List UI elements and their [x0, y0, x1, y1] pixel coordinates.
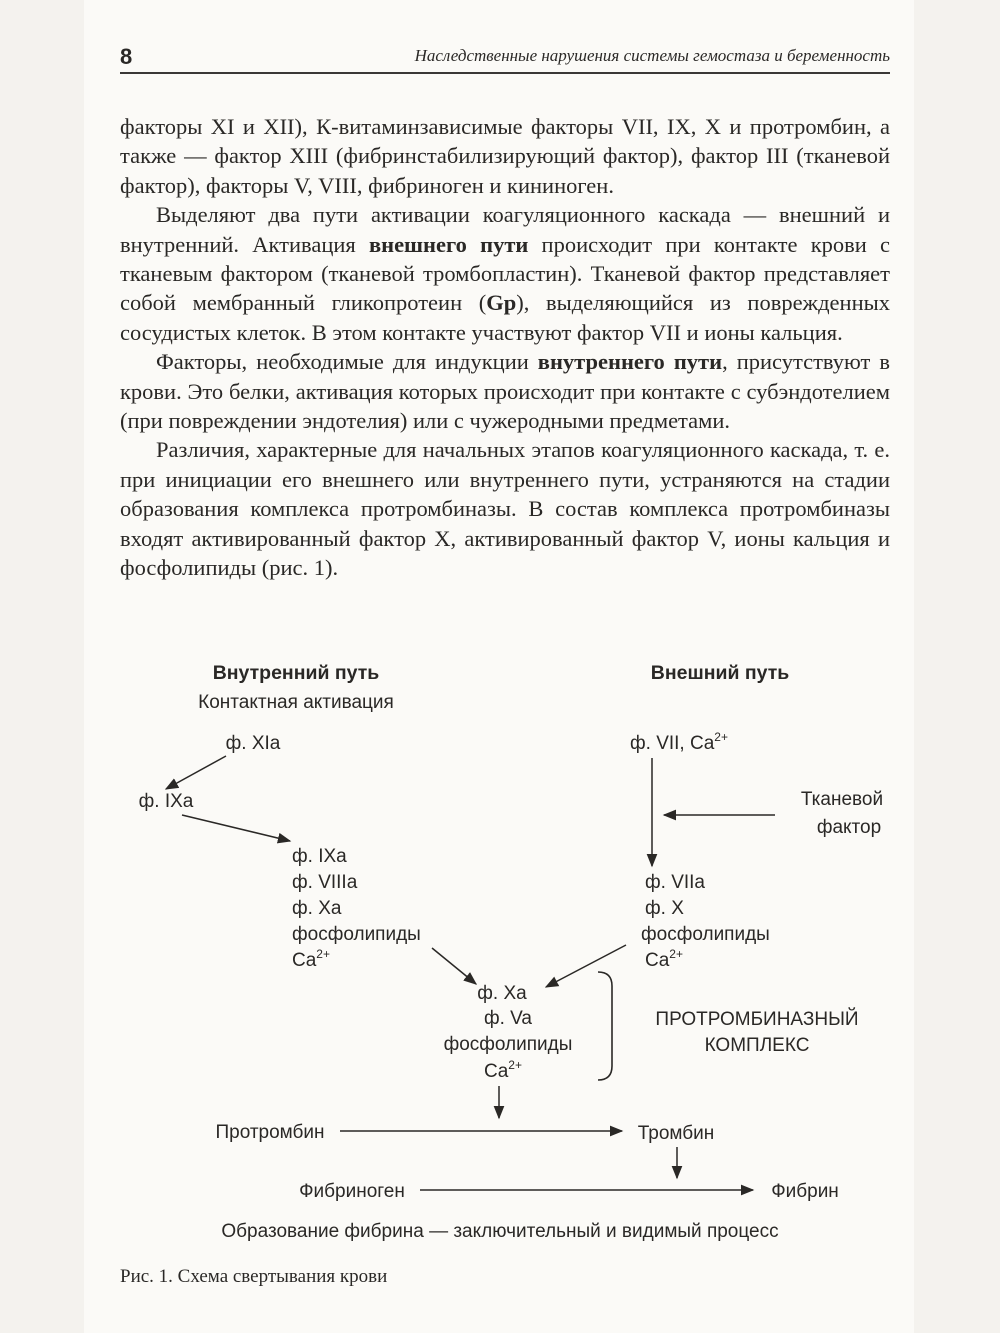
intrinsic-xa: ф. Xa [292, 898, 342, 919]
prothrombinase-va: ф. Va [483, 1008, 533, 1029]
term-extrinsic-pathway: внешнего пути [368, 231, 529, 257]
figure-caption: Рис. 1. Схема свертывания крови [120, 1266, 388, 1287]
arrow-xia-to-ixa [166, 756, 226, 789]
prothrombinase-ca: $Ca^{2+}$ [484, 1058, 522, 1082]
fibrin-formation-note: Образование фибрина — заключительный и видимый процесс [221, 1221, 779, 1242]
arrow-intrinsic-to-prothrombinase [432, 948, 476, 984]
running-title: Наследственные нарушения системы гемостаза и беременность [414, 46, 890, 65]
extrinsic-complex [641, 872, 770, 971]
fibrinogen-node: Фибриноген [299, 1181, 405, 1202]
tissue-factor-line-2: фактор [816, 817, 882, 838]
extrinsic-ca: $Ca^{2+}$ [645, 947, 683, 971]
prothrombinase-complex [444, 983, 573, 1082]
prothrombinase-label-line-1: ПРОТРОМБИНАЗНЫЙ [655, 1009, 859, 1030]
fibrin-node: Фибрин [771, 1181, 839, 1202]
thrombin-node: Тромбин [637, 1123, 715, 1144]
term-intrinsic-pathway: внутреннего пути [537, 349, 723, 375]
term-gp: Gp [486, 290, 517, 316]
extrinsic-x: ф. X [645, 898, 684, 919]
arrow-extrinsic-to-prothrombinase [546, 945, 626, 987]
extrinsic-viia: ф. VIIa [645, 872, 705, 893]
paragraph-1-text: факторы XI и XII), К-витаминзависимые факторы VII, IX, X и протромбин, а также — фактор XIII (фибринстабилизирующий фактор), фактор III (тканевой фактор), факторы V, VIII, фибриноген и кининоген. [120, 114, 890, 198]
factor-xia-node: ф. XIa [225, 733, 281, 754]
extrinsic-phospholipids: фосфолипиды [641, 924, 770, 945]
arrow-ixa-to-intrinsic-complex [182, 815, 290, 841]
intrinsic-ca: $Ca^{2+}$ [292, 947, 330, 971]
prothrombinase-xa: ф. Xa [477, 983, 527, 1004]
prothrombinase-bracket [598, 972, 612, 1080]
intrinsic-complex [292, 846, 421, 971]
paragraph-2-text-a: Выделяют два пути активации коагуляционного каскада — внешний и внутренний. Активация [120, 202, 890, 257]
extrinsic-pathway-title: Внешний путь [650, 662, 790, 684]
factor-vii-ca-node: ф. VII, $Ca^{2+}$ [630, 730, 728, 754]
paragraph-2-text-c: ), выделяющийся из поврежденных сосудистых клеток. В этом контакте участвуют фактор VII и ионы кальция. [120, 290, 890, 345]
paragraph-3-text-a: Факторы, необходимые для индукции [156, 349, 538, 375]
intrinsic-ixa: ф. IXa [292, 846, 347, 867]
paragraph-3-text-b: , присутствуют в крови. Это белки, активация которых происходит при контакте с субэндотелием (при повреждении эндотелия) или с чужеродными предметами. [120, 349, 890, 434]
paragraph-4-text: Различия, характерные для начальных этапов коагуляционного каскада, т. е. при инициации его внешнего или внутреннего пути, устраняются на стадии образования комплекса протромбиназы. В состав комплекса протромбиназы входят активированный фактор X, активированный фактор V, ионы кальция и фосфолипиды (рис. 1). [120, 437, 890, 581]
intrinsic-pathway-title: Внутренний путь [212, 662, 380, 684]
intrinsic-phospholipids: фосфолипиды [292, 924, 421, 945]
prothrombinase-label-line-2: КОМПЛЕКС [704, 1035, 810, 1056]
contact-activation-label: Контактная активация [198, 692, 394, 713]
intrinsic-viiia: ф. VIIIa [292, 872, 358, 893]
factor-ixa-node: ф. IXa [138, 791, 194, 812]
prothrombin-node: Протромбин [215, 1122, 325, 1143]
paragraph-2-text-b: происходит при контакте крови с тканевым фактором (тканевой тромбопластин). Тканевой фактор представляет собой мембранный гликопротеин ( [120, 231, 890, 316]
page-number: 8 [120, 44, 133, 69]
tissue-factor-line-1: Тканевой [800, 789, 884, 810]
prothrombinase-phospholipids: фосфолипиды [443, 1034, 573, 1055]
